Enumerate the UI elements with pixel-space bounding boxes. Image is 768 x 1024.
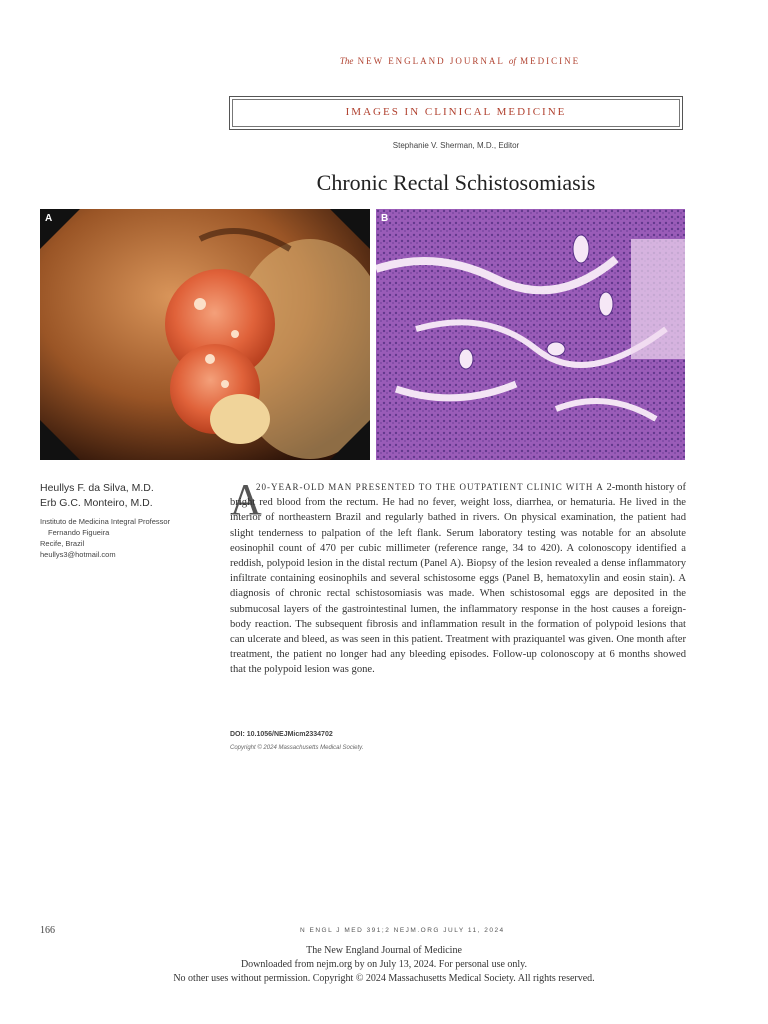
download-line-2: Downloaded from nejm.org by on July 13, 2024. For personal use only. <box>240 959 528 970</box>
colonoscopy-image <box>40 209 370 460</box>
download-line-3: No other uses without permission. Copyright © 2024 Massachusetts Medical Society. All rights reserved. <box>173 973 595 984</box>
article-title: Chronic Rectal Schistosomiasis <box>316 170 596 195</box>
authors <box>40 481 225 511</box>
journal-header <box>230 56 690 66</box>
section-title: IMAGES IN CLINICAL MEDICINE <box>345 106 567 118</box>
editor-line: Stephanie V. Sherman, M.D., Editor <box>392 141 520 150</box>
affiliation-line-3: Recife, Brazil <box>40 539 85 548</box>
journal-header-suffix: MEDICINE <box>520 56 581 66</box>
download-line-1: The New England Journal of Medicine <box>306 945 462 956</box>
journal-header-name: NEW ENGLAND JOURNAL <box>357 56 505 66</box>
lead-caps: 20-YEAR-OLD MAN PRESENTED TO THE OUTPATIENT CLINIC WITH A <box>256 482 604 492</box>
panel-a-label: A <box>45 213 53 224</box>
drop-cap: A <box>230 475 262 524</box>
affiliation-email: heullys3@hotmail.com <box>40 550 116 559</box>
journal-header-prefix: The <box>339 56 354 66</box>
author-2: Erb G.C. Monteiro, M.D. <box>40 497 153 509</box>
panel-b-label: B <box>381 213 389 224</box>
article-body <box>230 475 686 678</box>
figure-panel-a-colonoscopy <box>40 209 370 460</box>
histology-image <box>376 209 685 460</box>
affiliation-line-2: Fernando Figueira <box>48 528 110 537</box>
doi-link[interactable]: DOI: 10.1056/NEJMicm2334702 <box>230 731 333 738</box>
affiliation <box>40 516 225 560</box>
page-number: 166 <box>40 925 55 936</box>
affiliation-line-1: Instituto de Medicina Integral Professor <box>40 517 171 526</box>
author-1: Heullys F. da Silva, M.D. <box>40 482 154 494</box>
journal-header-of: of <box>508 56 516 66</box>
figure-panel-b-histology <box>376 209 685 460</box>
copyright: Copyright © 2024 Massachusetts Medical Society. <box>230 745 364 751</box>
footer-citation: N ENGL J MED 391;2 NEJM.ORG JULY 11, 2024 <box>300 927 505 934</box>
body-text: 2-month history of bright red blood from the rectum. He had no fever, weight loss, diarrhea, or hematuria. He lived in the interior of northeastern Brazil and regularly bathed in rivers. On physical examination, the patient had slight tenderness to palpation of the left flank. Serum laboratory testing was notable for an absolute eosinophil count of 470 per cubic millimeter (reference range, 34 to 420). A colonoscopy identified a reddish, polypoid lesion in the distal rectum (Panel A). Biopsy of the lesion revealed a dense inflammatory infiltrate containing eosinophils and several schistosome eggs (Panel B, hematoxylin and eosin stain). A diagnosis of chronic rectal schistosomiasis was made. When schistosomal eggs are deposited in the submucosal layers of the gastrointestinal lumen, the inflammatory response in the host causes a foreign-body reaction. The subsequent fibrosis and inflammation result in the formation of polypoid lesions that can ulcerate and bleed, as was seen in this patient. Treatment with praziquantel was given. One month after treatment, the patient no longer had any bleeding episodes. Follow-up colonoscopy at 6 months showed that the polypoid lesion was gone. <box>230 482 686 676</box>
